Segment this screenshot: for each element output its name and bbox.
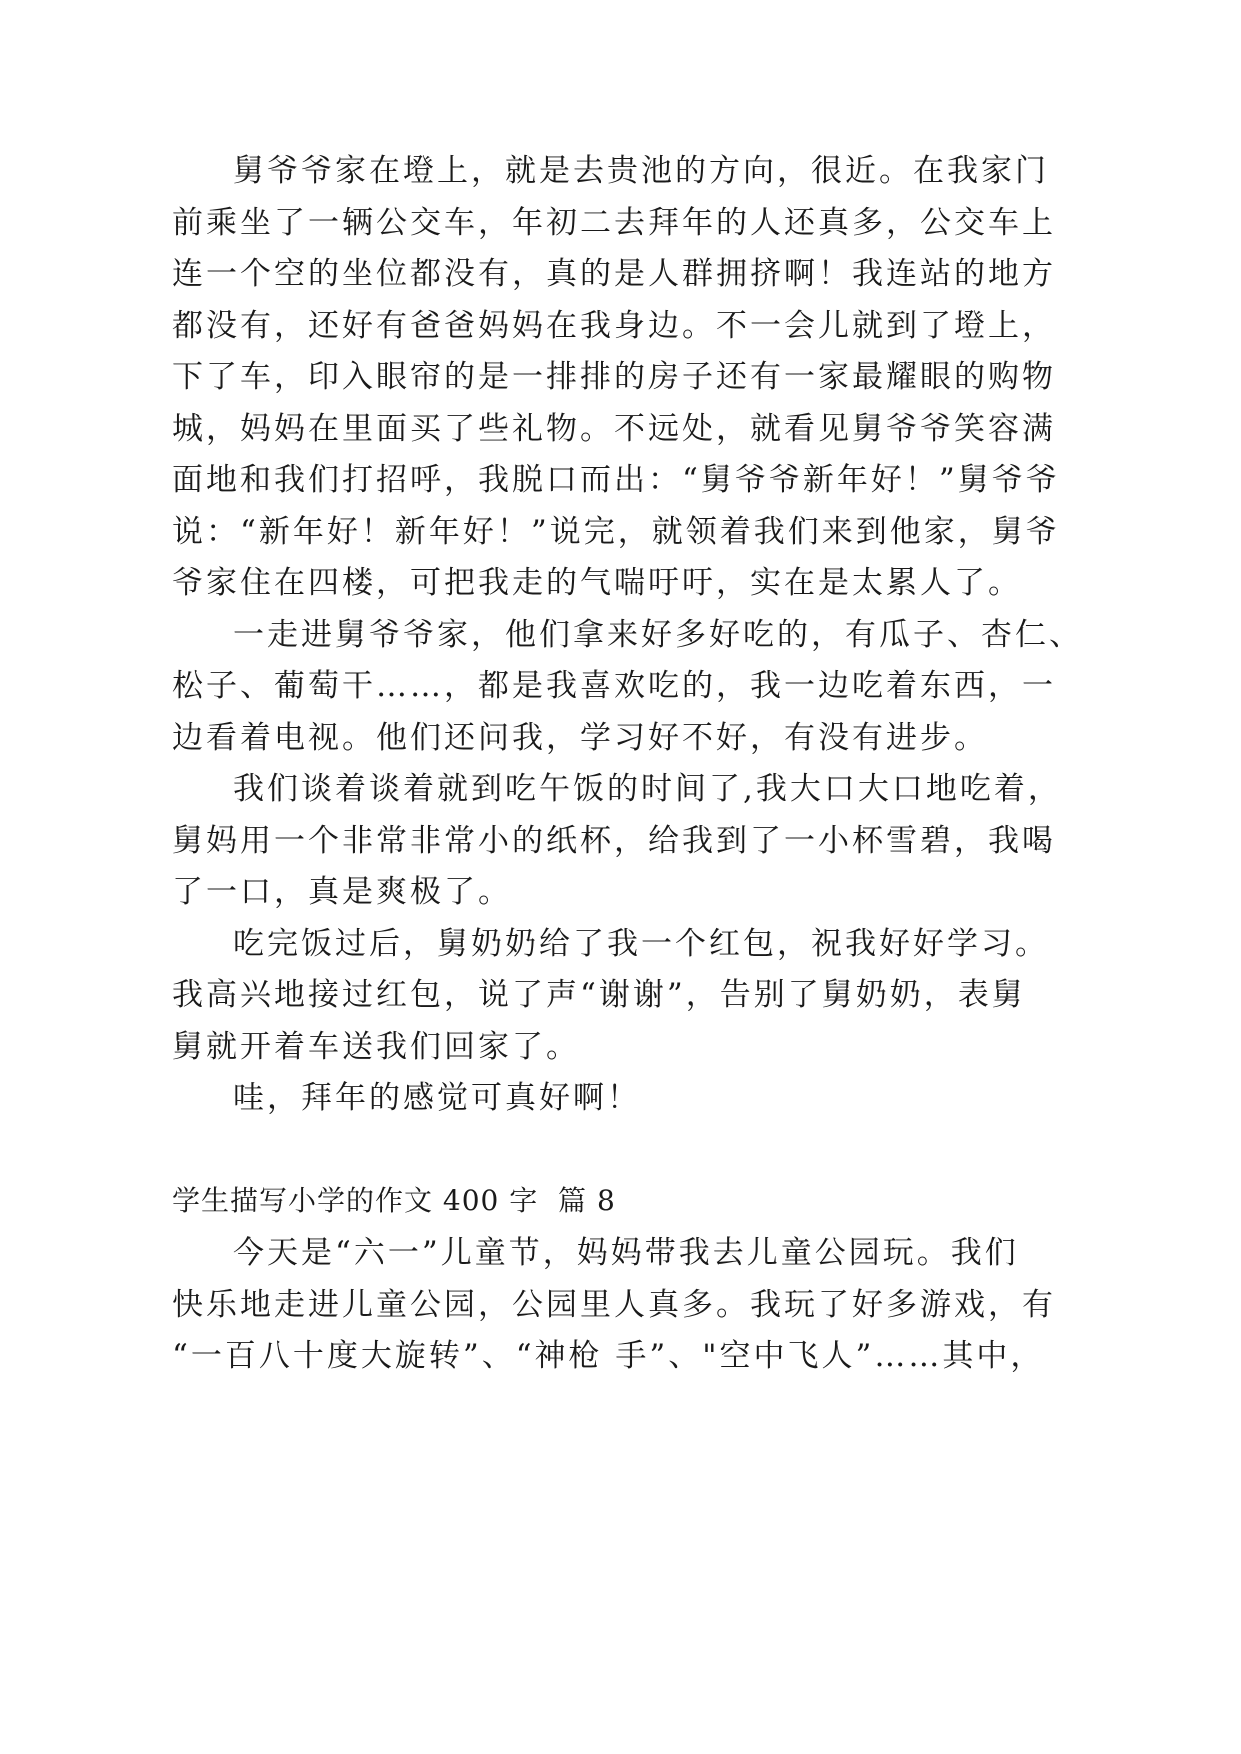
paragraph-line: 我高兴地接过红包，说了声“谢谢”，告别了舅奶奶，表舅 — [172, 977, 1026, 1013]
paragraph-line: 哇，拜年的感觉可真好啊！ — [233, 1080, 641, 1116]
paragraph-line: 了一口，真是爽极了。 — [172, 874, 512, 910]
paragraph-line: “一百八十度大旋转”、“神枪 手”、"空中飞人”……其中， — [172, 1338, 1045, 1374]
paragraph-line: 面地和我们打招呼，我脱口而出：“舅爷爷新年好！”舅爷爷 — [172, 462, 1060, 498]
paragraph-line: 今天是“六一”儿童节，妈妈带我去儿童公园玩。我们 — [233, 1235, 1019, 1271]
paragraph-line: 松子、葡萄干……，都是我喜欢吃的，我一边吃着东西，一 — [172, 668, 1056, 704]
paragraph-line: 舅爷爷家在墱上，就是去贵池的方向，很近。在我家门 — [233, 153, 1049, 189]
paragraph-line: 一走进舅爷爷家，他们拿来好多好吃的，有瓜子、杏仁、 — [233, 617, 1083, 653]
paragraph-line: 说：“新年好！新年好！”说完，就领着我们来到他家，舅爷 — [172, 514, 1060, 550]
paragraph-line: 边看着电视。他们还问我，学习好不好，有没有进步。 — [172, 720, 988, 756]
paragraph-line: 吃完饭过后，舅奶奶给了我一个红包，祝我好好学习。 — [233, 926, 1049, 962]
paragraph-line: 舅就开着车送我们回家了。 — [172, 1029, 580, 1065]
paragraph-line: 连一个空的坐位都没有，真的是人群拥挤啊！我连站的地方 — [172, 256, 1056, 292]
paragraph-line: 我们谈着谈着就到吃午饭的时间了,我大口大口地吃着， — [233, 771, 1062, 807]
paragraph-line: 爷家住在四楼，可把我走的气喘吁吁，实在是太累人了。 — [172, 565, 1022, 601]
section-heading: 学生描写小学的作文 400 字 篇 8 — [172, 1184, 616, 1217]
paragraph-line: 快乐地走进儿童公园，公园里人真多。我玩了好多游戏，有 — [172, 1287, 1056, 1323]
paragraph-line: 下了车，印入眼帘的是一排排的房子还有一家最耀眼的购物 — [172, 359, 1056, 395]
paragraph-line: 城，妈妈在里面买了些礼物。不远处，就看见舅爷爷笑容满 — [172, 411, 1056, 447]
paragraph-line: 前乘坐了一辆公交车，年初二去拜年的人还真多，公交车上 — [172, 205, 1056, 241]
paragraph-line: 都没有，还好有爸爸妈妈在我身边。不一会儿就到了墱上， — [172, 308, 1056, 344]
paragraph-line: 舅妈用一个非常非常小的纸杯，给我到了一小杯雪碧，我喝 — [172, 823, 1056, 859]
